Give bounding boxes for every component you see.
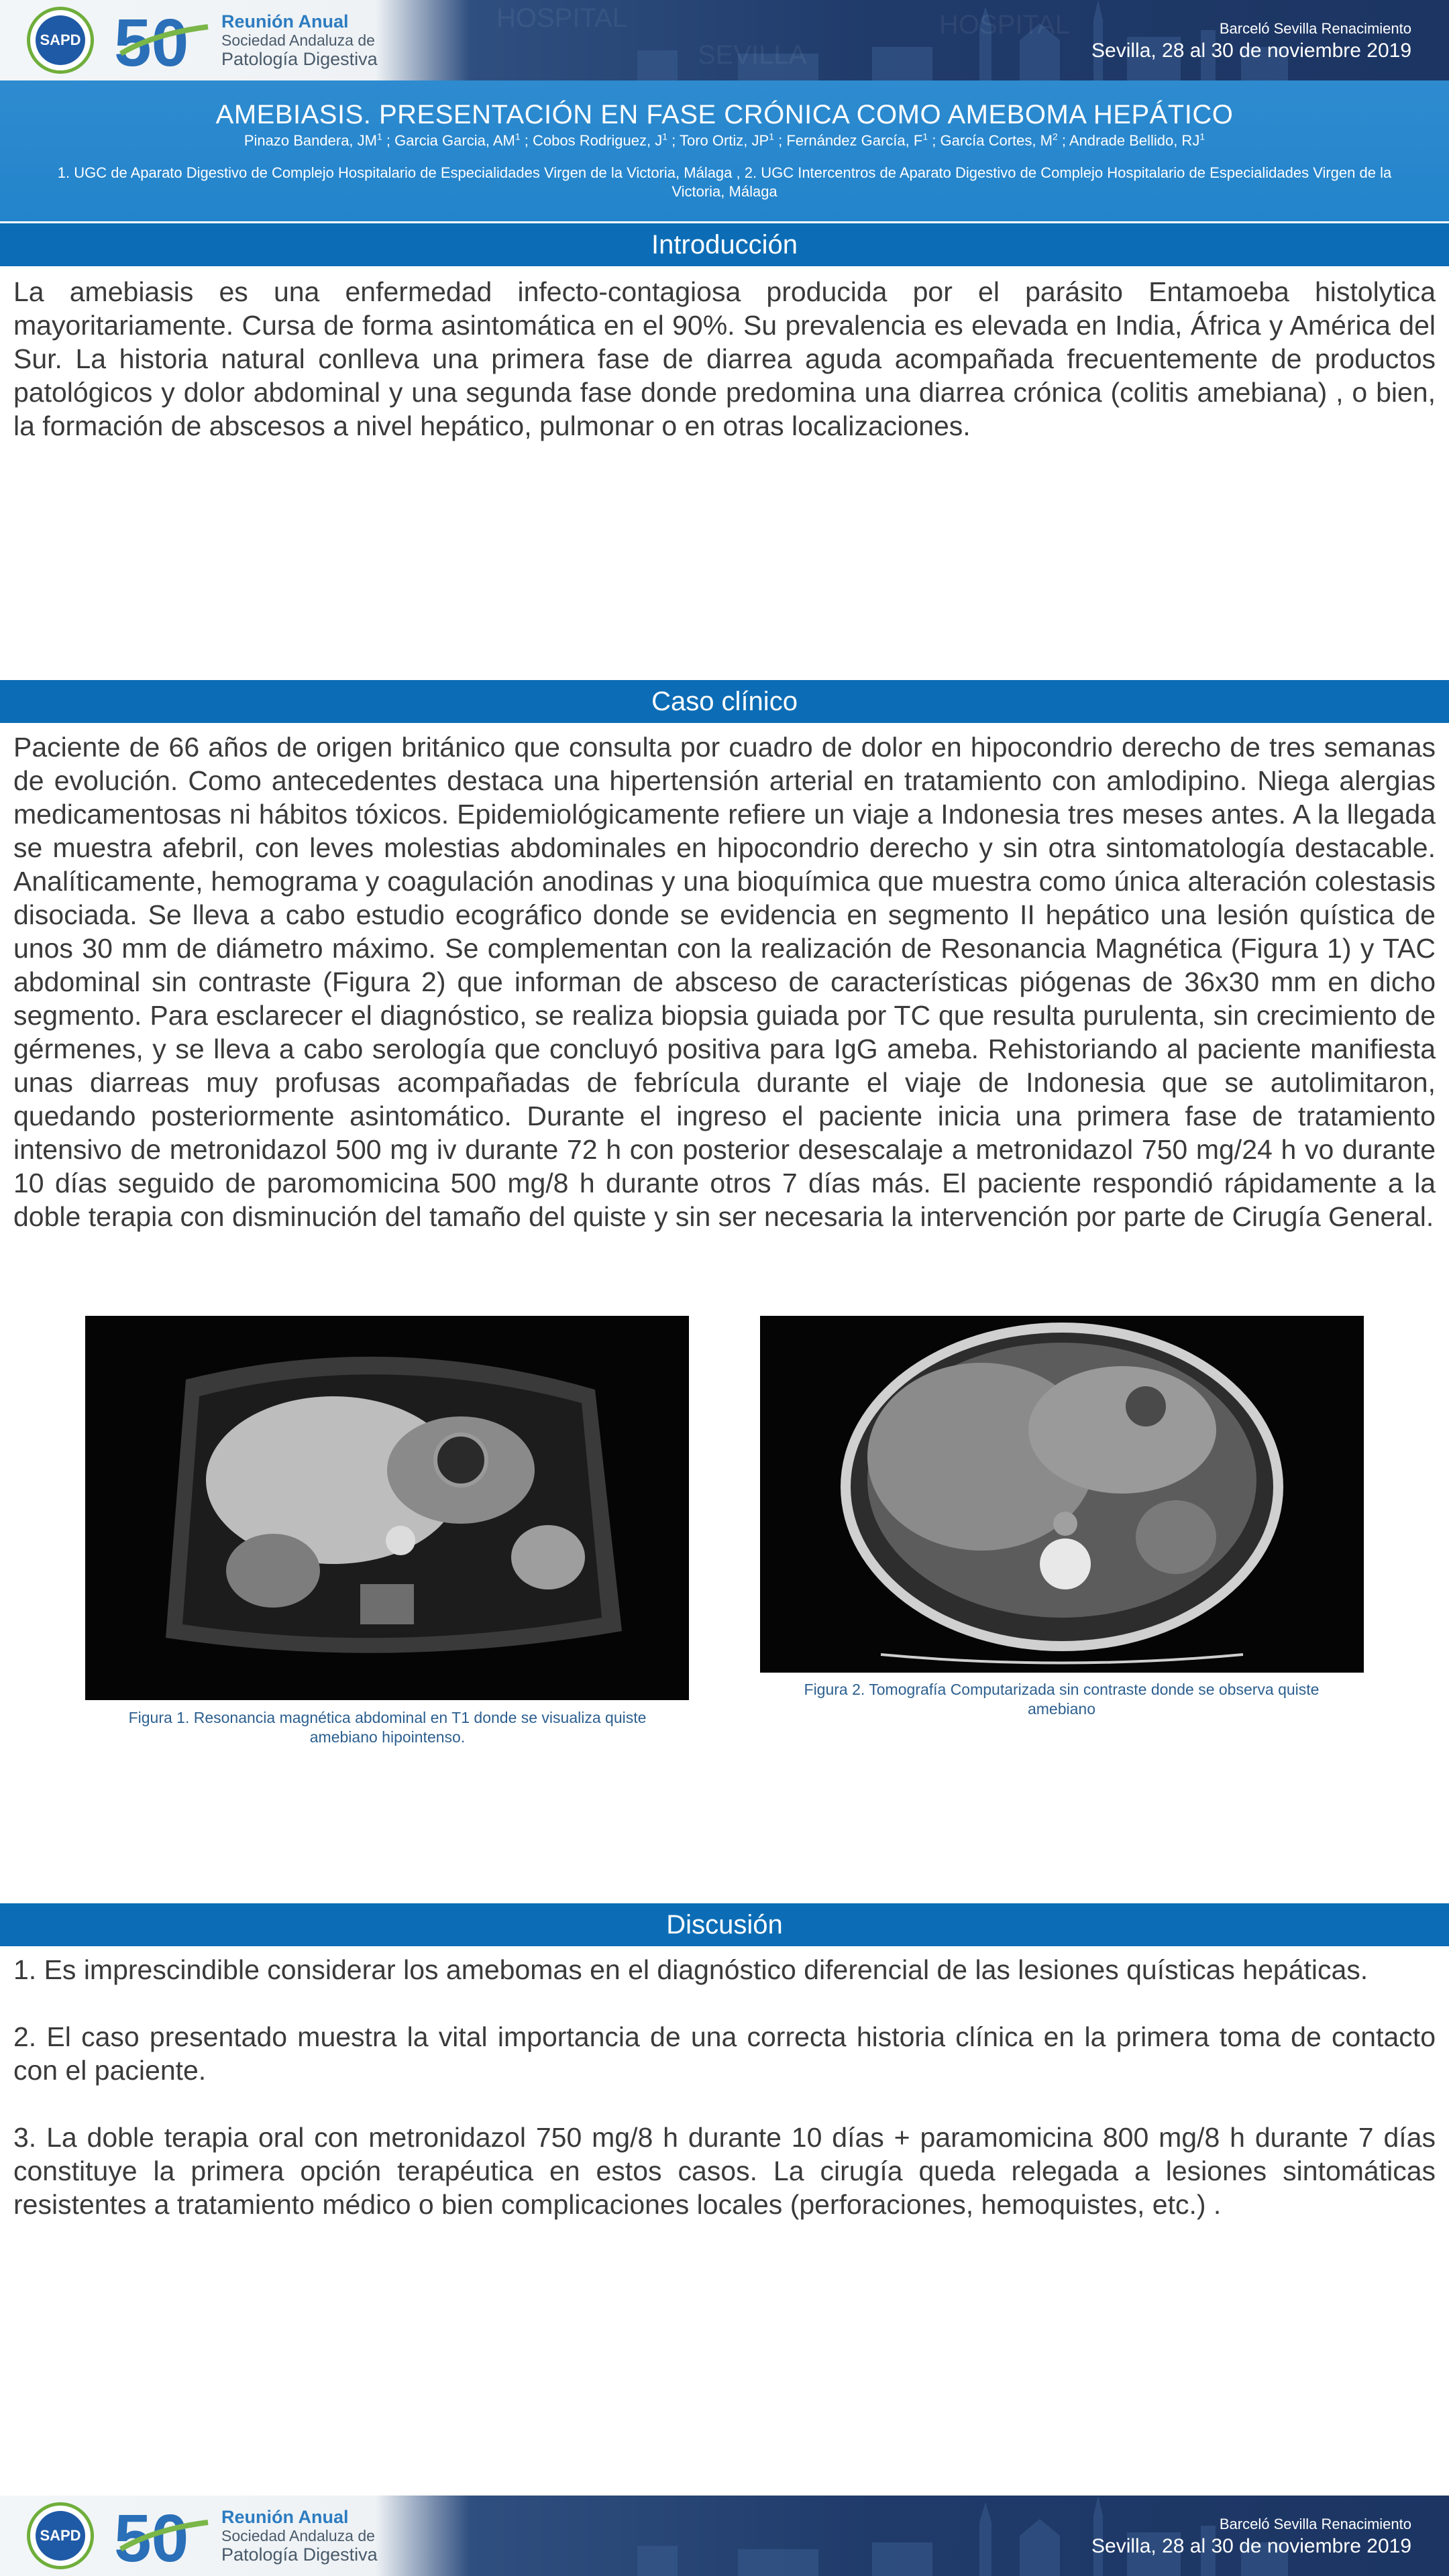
venue-info	[1091, 19, 1411, 63]
meeting-name	[221, 12, 378, 68]
poster-title: AMEBIASIS. PRESENTACIÓN EN FASE CRÓNICA COMO AMEBOMA HEPÁTICO	[215, 100, 1234, 129]
sapd-logo	[27, 2502, 94, 2569]
author-affiliation-number: 2	[1052, 131, 1058, 142]
sapd-logo-text: SAPD	[36, 15, 85, 65]
meeting-line3: Patología Digestiva	[221, 2544, 378, 2565]
svg-text:HOSPITAL: HOSPITAL	[939, 10, 1070, 40]
section-heading-discussion: Discusión	[0, 1903, 1449, 1946]
venue-dates: Sevilla, 28 al 30 de noviembre 2019	[1091, 2535, 1411, 2557]
author-affiliation-number: 1	[769, 131, 774, 142]
figure-2-ct-image	[760, 1316, 1364, 1673]
author-affiliation-number: 1	[662, 131, 667, 142]
figure-1-caption: Figura 1. Resonancia magnética abdominal en T1 donde se visualiza quiste amebiano hipointenso.	[128, 1709, 647, 1746]
author-name: Cobos Rodriguez, J	[532, 132, 663, 149]
author-affiliation-number: 1	[1199, 131, 1205, 142]
section-heading-case: Caso clínico	[0, 680, 1449, 723]
affiliations: 1. UGC de Aparato Digestivo de Complejo Hospitalario de Especialidades Virgen de la Victoria, Málaga , 2. UGC Intercentros de Aparato Digestivo de Complejo Hospitalario de Especialidades Virgen de la Victoria, Málaga	[57, 164, 1392, 200]
figure-2-caption: Figura 2. Tomografía Computarizada sin contraste donde se observa quiste amebiano	[804, 1681, 1320, 1718]
venue-hotel: Barceló Sevilla Renacimiento	[1219, 20, 1411, 37]
discussion-item-2: 2. El caso presentado muestra la vital importancia de una correcta historia clínica en la primera toma de contacto con el paciente.	[13, 2021, 1436, 2086]
meeting-name	[221, 2508, 378, 2564]
author-name: Garcia Garcia, AM	[394, 132, 515, 149]
author-affiliation-number: 1	[922, 131, 928, 142]
section-heading-introduction: Introducción	[0, 223, 1449, 266]
author-name: Pinazo Bandera, JM	[244, 132, 377, 149]
discussion-list	[13, 1953, 1436, 2255]
author-name: Andrade Bellido, RJ	[1069, 132, 1200, 149]
figure-1-mri-image	[85, 1316, 689, 1700]
sapd-logo	[27, 7, 94, 74]
author-name: Toro Ortiz, JP	[679, 132, 769, 149]
venue-hotel: Barceló Sevilla Renacimiento	[1219, 2516, 1411, 2532]
footer-banner	[0, 2496, 1449, 2576]
case-text: Paciente de 66 años de origen británico que consulta por cuadro de dolor en hipocondrio derecho de tres semanas de evolución. Como antecedentes destaca una hipertensión arterial en tratamiento con amlodipino. Niega alergias medicamentosas ni hábitos tóxicos. Epidemiológicamente refiere un viaje a Indonesia tres meses antes. A la llegada se muestra afebril, con leves molestias abdominales en hipocondrio derecho y sin otra sintomatología destacable. Analíticamente, hemograma y coagulación anodinas y una bioquímica que muestra como única alteración colestasis disociada. Se lleva a cabo estudio ecográfico donde se evidencia en segmento II hepático una lesión quística de unos 30 mm de diámetro máximo. Se complementan con la realización de Resonancia Magnética (Figura 1) y TAC abdominal sin contraste (Figura 2) que informan de absceso de características piógenas de 36x30 mm en dicho segmento. Para esclarecer el diagnóstico, se realiza biopsia guiada por TC que resulta purulenta, sin crecimiento de gérmenes, y se lleva a cabo serología que concluyó positiva para IgG ameba. Rehistoriando al paciente manifiesta unas diarreas muy profusas acompañadas de febrícula durante el viaje de Indonesia que se autolimitaron, quedando posteriormente asintomático. Durante el ingreso el paciente inicia una primera fase de tratamiento intensivo de metronidazol 500 mg iv durante 72 h con posterior desescalaje a metronidazol 750 mg/24 h vo durante 10 días seguido de paromomicina 500 mg/8 h durante otros 7 días más. El paciente respondió rápidamente a la doble terapia con disminución del tamaño del quiste y sin ser necesaria la intervención por parte de Cirugía General.	[13, 732, 1436, 1232]
fifty-anniversary-logo	[114, 7, 215, 74]
meeting-line3: Patología Digestiva	[221, 49, 378, 69]
introduction-text: La amebiasis es una enfermedad infecto-contagiosa producida por el parásito Entamoeba histolytica mayoritariamente. Cursa de forma asintomática en el 90%. Su prevalencia es elevada en India, África y América del Sur. La historia natural conlleva una primera fase de diarrea aguda acompañada frecuentemente de productos patológicos y dolor abdominal y una segunda fase donde predomina una diarrea crónica (colitis amebiana) , o bien, la formación de abscesos a nivel hepático, pulmonar o en otras localizaciones.	[13, 276, 1436, 441]
meeting-line2: Sociedad Andaluza de	[221, 32, 375, 49]
author-name: García Cortes, M	[940, 132, 1053, 149]
anniversary-number: 50	[114, 7, 189, 74]
title-block	[0, 80, 1449, 221]
author-name: Fernández García, F	[786, 132, 923, 149]
venue-info	[1091, 2514, 1411, 2559]
author-affiliation-number: 1	[515, 131, 521, 142]
anniversary-number: 50	[114, 2502, 189, 2569]
header-banner	[0, 0, 1449, 80]
fifty-anniversary-logo	[114, 2502, 215, 2569]
svg-text:SEVILLA: SEVILLA	[698, 40, 807, 70]
svg-text:HOSPITAL: HOSPITAL	[496, 3, 627, 33]
discussion-item-1: 1. Es imprescindible considerar los amebomas en el diagnóstico diferencial de las lesiones quísticas hepáticas.	[13, 1954, 1368, 1985]
discussion-item-3: 3. La doble terapia oral con metronidazol 750 mg/8 h durante 10 días + paramomicina 800 mg/8 h durante 7 días constituye la primera opción terapéutica en estos casos. La cirugía queda relegada a lesiones sintomáticas resistentes a tratamiento médico o bien complicaciones locales (perforaciones, hemoquistes, etc.) .	[13, 2122, 1436, 2220]
meeting-line1: Reunión Anual	[221, 11, 349, 32]
meeting-line1: Reunión Anual	[221, 2507, 349, 2527]
author-affiliation-number: 1	[376, 131, 382, 142]
meeting-line2: Sociedad Andaluza de	[221, 2527, 375, 2544]
author-list: Pinazo Bandera, $JM^1$ ; Garcia Garcia, $AM^1$ ; Cobos Rodriguez, $J^1$ ; Toro Ortiz, $JP^1$ ; Fernández García, $F^1$ ; García Cortes, $M^2$ ; Andrade Bellido, $RJ^1$	[244, 131, 1205, 149]
sapd-logo-text: SAPD	[36, 2511, 85, 2561]
venue-dates: Sevilla, 28 al 30 de noviembre 2019	[1091, 40, 1411, 62]
